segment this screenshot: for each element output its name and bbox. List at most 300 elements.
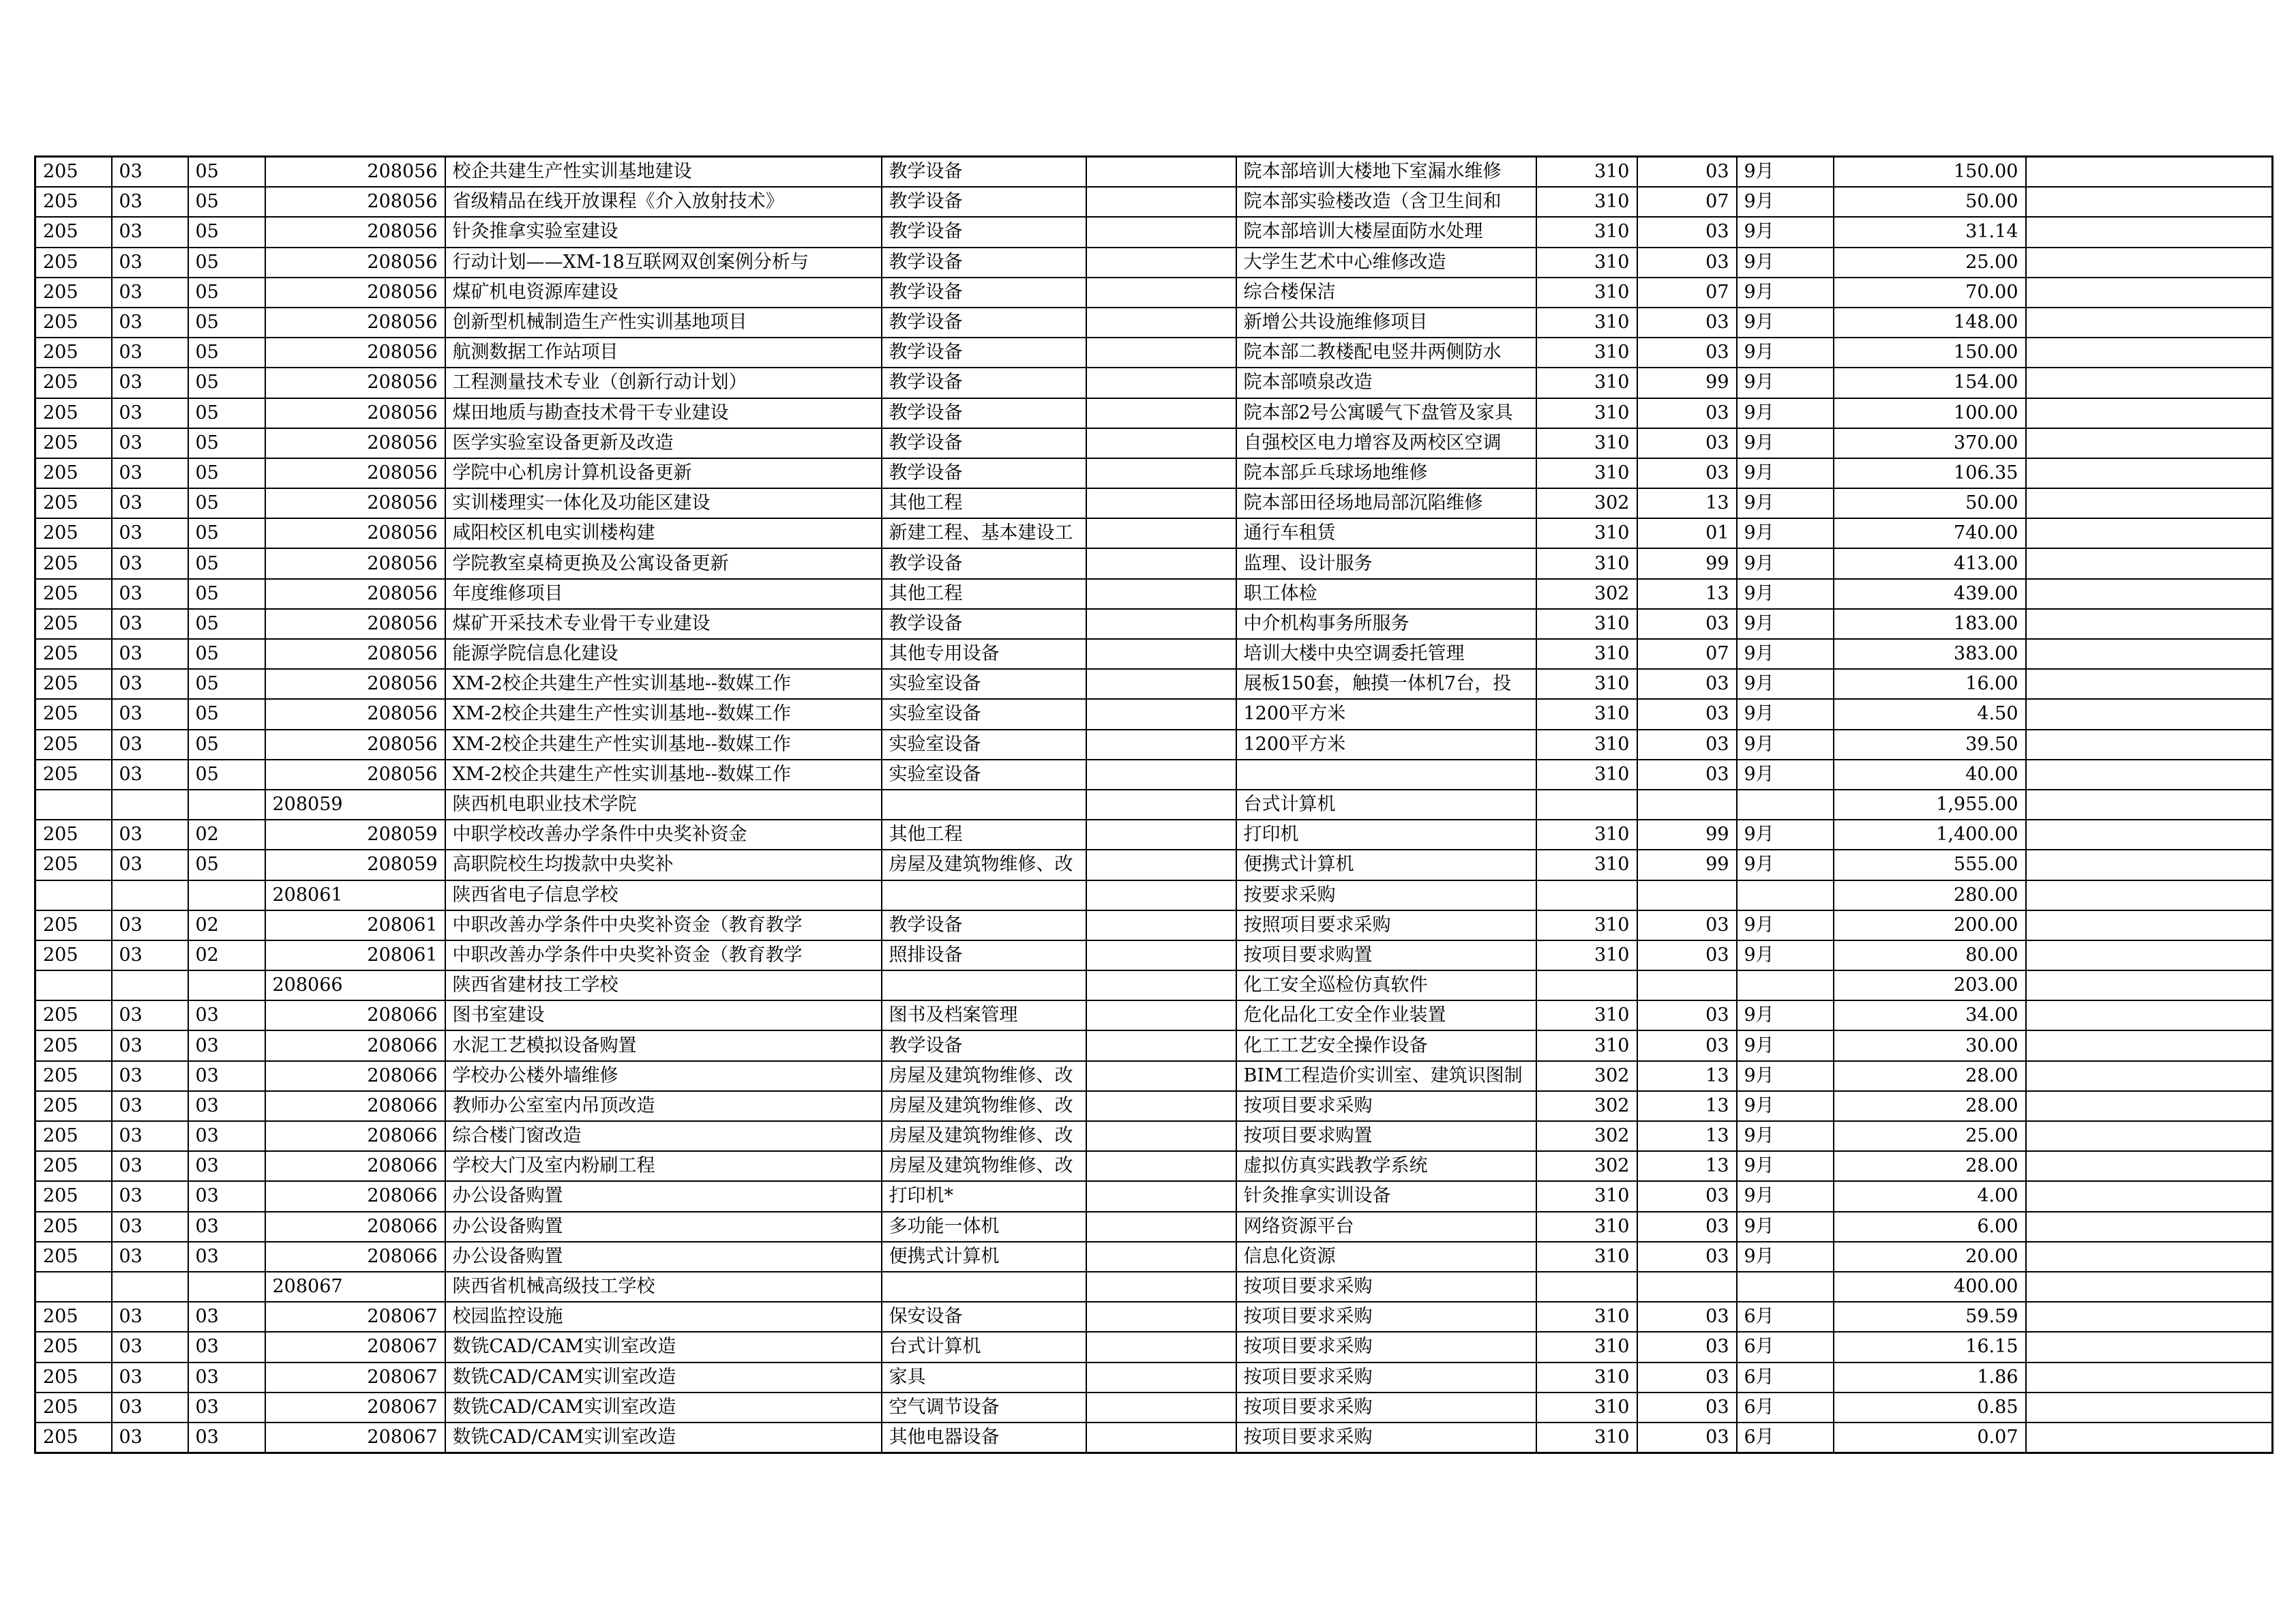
category-cell: 其他工程 bbox=[882, 488, 1086, 518]
amount-cell: 154.00 bbox=[1834, 368, 2026, 398]
category-cell: 图书及档案管理 bbox=[882, 1000, 1086, 1030]
remark-cell bbox=[2026, 850, 2273, 880]
econ-item-cell: 03 bbox=[1637, 730, 1737, 760]
remark-cell bbox=[2026, 880, 2273, 910]
func-item-cell: 03 bbox=[188, 1061, 265, 1091]
blank-cell bbox=[1086, 548, 1236, 578]
func-class-cell bbox=[35, 1272, 112, 1302]
remark-cell bbox=[2026, 248, 2273, 278]
description-cell: 打印机 bbox=[1236, 820, 1536, 850]
remark-cell bbox=[2026, 609, 2273, 639]
table-row bbox=[35, 940, 2273, 970]
remark-cell bbox=[2026, 790, 2273, 820]
description-cell: 院本部实验楼改造（含卫生间和 bbox=[1236, 187, 1536, 217]
func-class-cell: 205 bbox=[35, 820, 112, 850]
econ-class-cell: 302 bbox=[1536, 1061, 1637, 1091]
remark-cell bbox=[2026, 1121, 2273, 1151]
category-cell: 实验室设备 bbox=[882, 669, 1086, 699]
func-class-cell: 205 bbox=[35, 548, 112, 578]
category-cell bbox=[882, 880, 1086, 910]
remark-cell bbox=[2026, 338, 2273, 368]
func-item-cell bbox=[188, 880, 265, 910]
func-class-cell: 205 bbox=[35, 278, 112, 308]
amount-cell: 740.00 bbox=[1834, 518, 2026, 548]
blank-cell bbox=[1086, 1363, 1236, 1393]
remark-cell bbox=[2026, 820, 2273, 850]
month-cell: 9月 bbox=[1737, 1091, 1834, 1121]
func-class-cell: 205 bbox=[35, 1363, 112, 1393]
category-cell: 教学设备 bbox=[882, 308, 1086, 338]
remark-cell bbox=[2026, 548, 2273, 578]
func-class-cell: 205 bbox=[35, 1423, 112, 1453]
func-class-cell: 205 bbox=[35, 398, 112, 428]
table-row bbox=[35, 548, 2273, 578]
remark-cell bbox=[2026, 1423, 2273, 1453]
func-class-cell: 205 bbox=[35, 639, 112, 669]
func-class-cell: 205 bbox=[35, 1332, 112, 1362]
table-row bbox=[35, 1242, 2273, 1272]
econ-item-cell bbox=[1637, 1272, 1737, 1302]
econ-class-cell bbox=[1536, 880, 1637, 910]
project-name-cell: XM-2校企共建生产性实训基地--数媒工作 bbox=[445, 669, 882, 699]
category-cell: 教学设备 bbox=[882, 1030, 1086, 1060]
description-cell: 通行车租赁 bbox=[1236, 518, 1536, 548]
amount-cell: 148.00 bbox=[1834, 308, 2026, 338]
econ-item-cell: 03 bbox=[1637, 1030, 1737, 1060]
project-name-cell: 咸阳校区机电实训楼构建 bbox=[445, 518, 882, 548]
table-row bbox=[35, 488, 2273, 518]
org-row bbox=[35, 1272, 2273, 1302]
blank-cell bbox=[1086, 1091, 1236, 1121]
blank-cell bbox=[1086, 217, 1236, 247]
project-name-cell: 教师办公室室内吊顶改造 bbox=[445, 1091, 882, 1121]
amount-cell: 383.00 bbox=[1834, 639, 2026, 669]
econ-item-cell: 01 bbox=[1637, 518, 1737, 548]
blank-cell bbox=[1086, 1121, 1236, 1151]
amount-cell: 1,400.00 bbox=[1834, 820, 2026, 850]
table-body bbox=[35, 157, 2273, 1453]
econ-class-cell: 310 bbox=[1536, 458, 1637, 488]
month-cell: 9月 bbox=[1737, 398, 1834, 428]
description-cell: 按项目要求采购 bbox=[1236, 1302, 1536, 1332]
description-cell: 展板150套，触摸一体机7台，投 bbox=[1236, 669, 1536, 699]
amount-cell: 439.00 bbox=[1834, 579, 2026, 609]
unit-code-cell: 208056 bbox=[265, 518, 445, 548]
amount-cell: 80.00 bbox=[1834, 940, 2026, 970]
func-item-cell: 05 bbox=[188, 639, 265, 669]
unit-code-cell: 208067 bbox=[265, 1393, 445, 1423]
econ-class-cell: 310 bbox=[1536, 248, 1637, 278]
func-section-cell: 03 bbox=[112, 187, 188, 217]
amount-cell: 31.14 bbox=[1834, 217, 2026, 247]
description-cell: 按项目要求购置 bbox=[1236, 1121, 1536, 1151]
project-name-cell: 办公设备购置 bbox=[445, 1181, 882, 1211]
unit-code-cell: 208061 bbox=[265, 940, 445, 970]
description-cell: 台式计算机 bbox=[1236, 790, 1536, 820]
func-item-cell: 03 bbox=[188, 1393, 265, 1423]
project-name-cell: 中职学校改善办学条件中央奖补资金 bbox=[445, 820, 882, 850]
econ-item-cell: 03 bbox=[1637, 699, 1737, 729]
func-section-cell: 03 bbox=[112, 1242, 188, 1272]
func-class-cell: 205 bbox=[35, 1061, 112, 1091]
category-cell: 教学设备 bbox=[882, 548, 1086, 578]
org-row bbox=[35, 790, 2273, 820]
month-cell: 9月 bbox=[1737, 940, 1834, 970]
blank-cell bbox=[1086, 1000, 1236, 1030]
table-row bbox=[35, 639, 2273, 669]
econ-class-cell: 310 bbox=[1536, 368, 1637, 398]
func-class-cell: 205 bbox=[35, 428, 112, 458]
table-row bbox=[35, 248, 2273, 278]
remark-cell bbox=[2026, 398, 2273, 428]
blank-cell bbox=[1086, 579, 1236, 609]
func-section-cell: 03 bbox=[112, 1151, 188, 1181]
remark-cell bbox=[2026, 1000, 2273, 1030]
func-section-cell: 03 bbox=[112, 940, 188, 970]
description-cell: 中介机构事务所服务 bbox=[1236, 609, 1536, 639]
month-cell: 9月 bbox=[1737, 760, 1834, 790]
description-cell: 1200平方米 bbox=[1236, 699, 1536, 729]
unit-code-cell: 208061 bbox=[265, 880, 445, 910]
func-item-cell: 05 bbox=[188, 278, 265, 308]
unit-code-cell: 208056 bbox=[265, 609, 445, 639]
func-item-cell: 03 bbox=[188, 1121, 265, 1151]
remark-cell bbox=[2026, 368, 2273, 398]
func-item-cell: 02 bbox=[188, 910, 265, 940]
unit-code-cell: 208059 bbox=[265, 850, 445, 880]
blank-cell bbox=[1086, 518, 1236, 548]
category-cell: 房屋及建筑物维修、改 bbox=[882, 1061, 1086, 1091]
month-cell: 9月 bbox=[1737, 1061, 1834, 1091]
month-cell: 9月 bbox=[1737, 157, 1834, 188]
table-row bbox=[35, 458, 2273, 488]
unit-code-cell: 208061 bbox=[265, 910, 445, 940]
func-class-cell: 205 bbox=[35, 1302, 112, 1332]
description-cell: 大学生艺术中心维修改造 bbox=[1236, 248, 1536, 278]
blank-cell bbox=[1086, 1212, 1236, 1242]
econ-item-cell: 03 bbox=[1637, 940, 1737, 970]
remark-cell bbox=[2026, 217, 2273, 247]
econ-item-cell: 03 bbox=[1637, 458, 1737, 488]
month-cell: 9月 bbox=[1737, 278, 1834, 308]
func-class-cell: 205 bbox=[35, 850, 112, 880]
category-cell: 教学设备 bbox=[882, 458, 1086, 488]
func-section-cell: 03 bbox=[112, 669, 188, 699]
blank-cell bbox=[1086, 1393, 1236, 1423]
project-name-cell: 水泥工艺模拟设备购置 bbox=[445, 1030, 882, 1060]
category-cell: 教学设备 bbox=[882, 398, 1086, 428]
amount-cell: 183.00 bbox=[1834, 609, 2026, 639]
table-row bbox=[35, 368, 2273, 398]
econ-item-cell: 03 bbox=[1637, 1332, 1737, 1362]
func-section-cell: 03 bbox=[112, 278, 188, 308]
unit-code-cell: 208056 bbox=[265, 368, 445, 398]
econ-class-cell: 310 bbox=[1536, 1393, 1637, 1423]
econ-class-cell: 310 bbox=[1536, 1242, 1637, 1272]
description-cell: 院本部培训大楼屋面防水处理 bbox=[1236, 217, 1536, 247]
func-class-cell bbox=[35, 790, 112, 820]
remark-cell bbox=[2026, 1363, 2273, 1393]
econ-item-cell: 13 bbox=[1637, 1091, 1737, 1121]
project-name-cell: 中职改善办学条件中央奖补资金（教育教学 bbox=[445, 940, 882, 970]
blank-cell bbox=[1086, 278, 1236, 308]
month-cell: 9月 bbox=[1737, 338, 1834, 368]
blank-cell bbox=[1086, 1242, 1236, 1272]
blank-cell bbox=[1086, 428, 1236, 458]
amount-cell: 28.00 bbox=[1834, 1091, 2026, 1121]
project-name-cell: 针灸推拿实验室建设 bbox=[445, 217, 882, 247]
category-cell: 实验室设备 bbox=[882, 760, 1086, 790]
category-cell: 其他电器设备 bbox=[882, 1423, 1086, 1453]
month-cell: 9月 bbox=[1737, 1212, 1834, 1242]
table-row bbox=[35, 308, 2273, 338]
func-section-cell: 03 bbox=[112, 1423, 188, 1453]
func-item-cell: 05 bbox=[188, 458, 265, 488]
econ-item-cell: 13 bbox=[1637, 488, 1737, 518]
description-cell: 职工体检 bbox=[1236, 579, 1536, 609]
project-name-cell: XM-2校企共建生产性实训基地--数媒工作 bbox=[445, 760, 882, 790]
project-name-cell: 创新型机械制造生产性实训基地项目 bbox=[445, 308, 882, 338]
econ-class-cell: 310 bbox=[1536, 609, 1637, 639]
econ-item-cell: 03 bbox=[1637, 248, 1737, 278]
remark-cell bbox=[2026, 1181, 2273, 1211]
func-section-cell: 03 bbox=[112, 1212, 188, 1242]
func-section-cell: 03 bbox=[112, 1363, 188, 1393]
remark-cell bbox=[2026, 970, 2273, 1000]
func-item-cell: 03 bbox=[188, 1423, 265, 1453]
econ-class-cell bbox=[1536, 790, 1637, 820]
func-item-cell: 05 bbox=[188, 760, 265, 790]
econ-class-cell: 302 bbox=[1536, 1151, 1637, 1181]
description-cell: 按项目要求采购 bbox=[1236, 1423, 1536, 1453]
func-class-cell: 205 bbox=[35, 187, 112, 217]
description-cell: 便携式计算机 bbox=[1236, 850, 1536, 880]
description-cell: 按照项目要求采购 bbox=[1236, 910, 1536, 940]
month-cell: 9月 bbox=[1737, 639, 1834, 669]
blank-cell bbox=[1086, 1030, 1236, 1060]
amount-cell: 203.00 bbox=[1834, 970, 2026, 1000]
table-row bbox=[35, 428, 2273, 458]
table-row bbox=[35, 1363, 2273, 1393]
unit-code-cell: 208056 bbox=[265, 669, 445, 699]
category-cell: 其他工程 bbox=[882, 579, 1086, 609]
month-cell bbox=[1737, 1272, 1834, 1302]
project-name-cell: 陕西省建材技工学校 bbox=[445, 970, 882, 1000]
table-row bbox=[35, 1181, 2273, 1211]
category-cell: 房屋及建筑物维修、改 bbox=[882, 850, 1086, 880]
econ-item-cell: 03 bbox=[1637, 1363, 1737, 1393]
month-cell: 6月 bbox=[1737, 1302, 1834, 1332]
month-cell: 9月 bbox=[1737, 458, 1834, 488]
func-item-cell: 05 bbox=[188, 548, 265, 578]
table-row bbox=[35, 1000, 2273, 1030]
org-row bbox=[35, 970, 2273, 1000]
project-name-cell: 煤矿机电资源库建设 bbox=[445, 278, 882, 308]
blank-cell bbox=[1086, 1061, 1236, 1091]
unit-code-cell: 208067 bbox=[265, 1272, 445, 1302]
project-name-cell: 图书室建设 bbox=[445, 1000, 882, 1030]
unit-code-cell: 208056 bbox=[265, 248, 445, 278]
project-name-cell: 综合楼门窗改造 bbox=[445, 1121, 882, 1151]
econ-class-cell: 310 bbox=[1536, 308, 1637, 338]
unit-code-cell: 208056 bbox=[265, 548, 445, 578]
func-class-cell: 205 bbox=[35, 1091, 112, 1121]
remark-cell bbox=[2026, 157, 2273, 188]
amount-cell: 16.00 bbox=[1834, 669, 2026, 699]
econ-item-cell: 03 bbox=[1637, 1181, 1737, 1211]
table-row bbox=[35, 1151, 2273, 1181]
table-row bbox=[35, 609, 2273, 639]
func-section-cell: 03 bbox=[112, 699, 188, 729]
category-cell: 房屋及建筑物维修、改 bbox=[882, 1121, 1086, 1151]
project-name-cell: 医学实验室设备更新及改造 bbox=[445, 428, 882, 458]
econ-class-cell: 302 bbox=[1536, 1121, 1637, 1151]
remark-cell bbox=[2026, 1061, 2273, 1091]
func-section-cell: 03 bbox=[112, 579, 188, 609]
unit-code-cell: 208066 bbox=[265, 1121, 445, 1151]
table-row bbox=[35, 730, 2273, 760]
description-cell: 网络资源平台 bbox=[1236, 1212, 1536, 1242]
blank-cell bbox=[1086, 940, 1236, 970]
description-cell: 按项目要求购置 bbox=[1236, 940, 1536, 970]
remark-cell bbox=[2026, 488, 2273, 518]
category-cell: 实验室设备 bbox=[882, 699, 1086, 729]
month-cell: 9月 bbox=[1737, 1030, 1834, 1060]
table-row bbox=[35, 1030, 2273, 1060]
unit-code-cell: 208056 bbox=[265, 217, 445, 247]
description-cell: 综合楼保洁 bbox=[1236, 278, 1536, 308]
amount-cell: 59.59 bbox=[1834, 1302, 2026, 1332]
unit-code-cell: 208066 bbox=[265, 1030, 445, 1060]
func-item-cell: 05 bbox=[188, 308, 265, 338]
remark-cell bbox=[2026, 1151, 2273, 1181]
func-item-cell: 05 bbox=[188, 579, 265, 609]
econ-item-cell: 03 bbox=[1637, 157, 1737, 188]
remark-cell bbox=[2026, 428, 2273, 458]
amount-cell: 4.00 bbox=[1834, 1181, 2026, 1211]
unit-code-cell: 208067 bbox=[265, 1332, 445, 1362]
unit-code-cell: 208056 bbox=[265, 458, 445, 488]
econ-item-cell: 13 bbox=[1637, 1151, 1737, 1181]
description-cell: 虚拟仿真实践教学系统 bbox=[1236, 1151, 1536, 1181]
remark-cell bbox=[2026, 1272, 2273, 1302]
econ-class-cell: 310 bbox=[1536, 760, 1637, 790]
func-section-cell bbox=[112, 1272, 188, 1302]
remark-cell bbox=[2026, 910, 2273, 940]
blank-cell bbox=[1086, 730, 1236, 760]
blank-cell bbox=[1086, 1272, 1236, 1302]
unit-code-cell: 208066 bbox=[265, 970, 445, 1000]
blank-cell bbox=[1086, 488, 1236, 518]
func-class-cell: 205 bbox=[35, 910, 112, 940]
func-item-cell bbox=[188, 790, 265, 820]
econ-class-cell: 310 bbox=[1536, 548, 1637, 578]
func-section-cell bbox=[112, 790, 188, 820]
category-cell: 房屋及建筑物维修、改 bbox=[882, 1091, 1086, 1121]
func-class-cell: 205 bbox=[35, 518, 112, 548]
func-section-cell: 03 bbox=[112, 910, 188, 940]
description-cell: 化工安全巡检仿真软件 bbox=[1236, 970, 1536, 1000]
unit-code-cell: 208056 bbox=[265, 760, 445, 790]
description-cell: 自强校区电力增容及两校区空调 bbox=[1236, 428, 1536, 458]
econ-class-cell: 310 bbox=[1536, 639, 1637, 669]
econ-item-cell: 99 bbox=[1637, 548, 1737, 578]
month-cell: 9月 bbox=[1737, 428, 1834, 458]
category-cell: 保安设备 bbox=[882, 1302, 1086, 1332]
func-item-cell: 03 bbox=[188, 1091, 265, 1121]
func-section-cell: 03 bbox=[112, 157, 188, 188]
category-cell: 教学设备 bbox=[882, 428, 1086, 458]
econ-item-cell: 03 bbox=[1637, 398, 1737, 428]
amount-cell: 39.50 bbox=[1834, 730, 2026, 760]
func-item-cell: 02 bbox=[188, 820, 265, 850]
month-cell: 9月 bbox=[1737, 669, 1834, 699]
description-cell: 院本部乒乓球场地维修 bbox=[1236, 458, 1536, 488]
project-name-cell: 中职改善办学条件中央奖补资金（教育教学 bbox=[445, 910, 882, 940]
unit-code-cell: 208056 bbox=[265, 187, 445, 217]
func-section-cell: 03 bbox=[112, 1030, 188, 1060]
blank-cell bbox=[1086, 790, 1236, 820]
econ-class-cell: 310 bbox=[1536, 518, 1637, 548]
func-section-cell: 03 bbox=[112, 398, 188, 428]
func-section-cell: 03 bbox=[112, 1121, 188, 1151]
table-row bbox=[35, 157, 2273, 188]
blank-cell bbox=[1086, 368, 1236, 398]
amount-cell: 40.00 bbox=[1834, 760, 2026, 790]
unit-code-cell: 208067 bbox=[265, 1302, 445, 1332]
category-cell: 空气调节设备 bbox=[882, 1393, 1086, 1423]
month-cell: 9月 bbox=[1737, 187, 1834, 217]
func-section-cell: 03 bbox=[112, 308, 188, 338]
description-cell: 化工工艺安全操作设备 bbox=[1236, 1030, 1536, 1060]
func-item-cell: 05 bbox=[188, 187, 265, 217]
func-section-cell: 03 bbox=[112, 488, 188, 518]
func-item-cell: 05 bbox=[188, 157, 265, 188]
amount-cell: 413.00 bbox=[1834, 548, 2026, 578]
category-cell bbox=[882, 1272, 1086, 1302]
func-item-cell: 05 bbox=[188, 699, 265, 729]
project-name-cell: 陕西省电子信息学校 bbox=[445, 880, 882, 910]
econ-class-cell: 310 bbox=[1536, 1212, 1637, 1242]
remark-cell bbox=[2026, 760, 2273, 790]
unit-code-cell: 208056 bbox=[265, 730, 445, 760]
project-name-cell: 陕西省机械高级技工学校 bbox=[445, 1272, 882, 1302]
month-cell: 9月 bbox=[1737, 368, 1834, 398]
amount-cell: 370.00 bbox=[1834, 428, 2026, 458]
month-cell bbox=[1737, 790, 1834, 820]
func-section-cell: 03 bbox=[112, 1393, 188, 1423]
func-item-cell: 03 bbox=[188, 1212, 265, 1242]
blank-cell bbox=[1086, 398, 1236, 428]
category-cell bbox=[882, 790, 1086, 820]
func-section-cell: 03 bbox=[112, 730, 188, 760]
unit-code-cell: 208056 bbox=[265, 157, 445, 188]
project-name-cell: 煤田地质与勘查技术骨干专业建设 bbox=[445, 398, 882, 428]
month-cell: 9月 bbox=[1737, 518, 1834, 548]
unit-code-cell: 208056 bbox=[265, 699, 445, 729]
month-cell bbox=[1737, 880, 1834, 910]
econ-item-cell: 99 bbox=[1637, 850, 1737, 880]
func-section-cell: 03 bbox=[112, 609, 188, 639]
func-section-cell: 03 bbox=[112, 820, 188, 850]
blank-cell bbox=[1086, 880, 1236, 910]
func-section-cell: 03 bbox=[112, 458, 188, 488]
func-item-cell: 05 bbox=[188, 338, 265, 368]
blank-cell bbox=[1086, 669, 1236, 699]
econ-class-cell bbox=[1536, 1272, 1637, 1302]
project-name-cell: 数铣CAD/CAM实训室改造 bbox=[445, 1393, 882, 1423]
description-cell: 院本部2号公寓暖气下盘管及家具 bbox=[1236, 398, 1536, 428]
